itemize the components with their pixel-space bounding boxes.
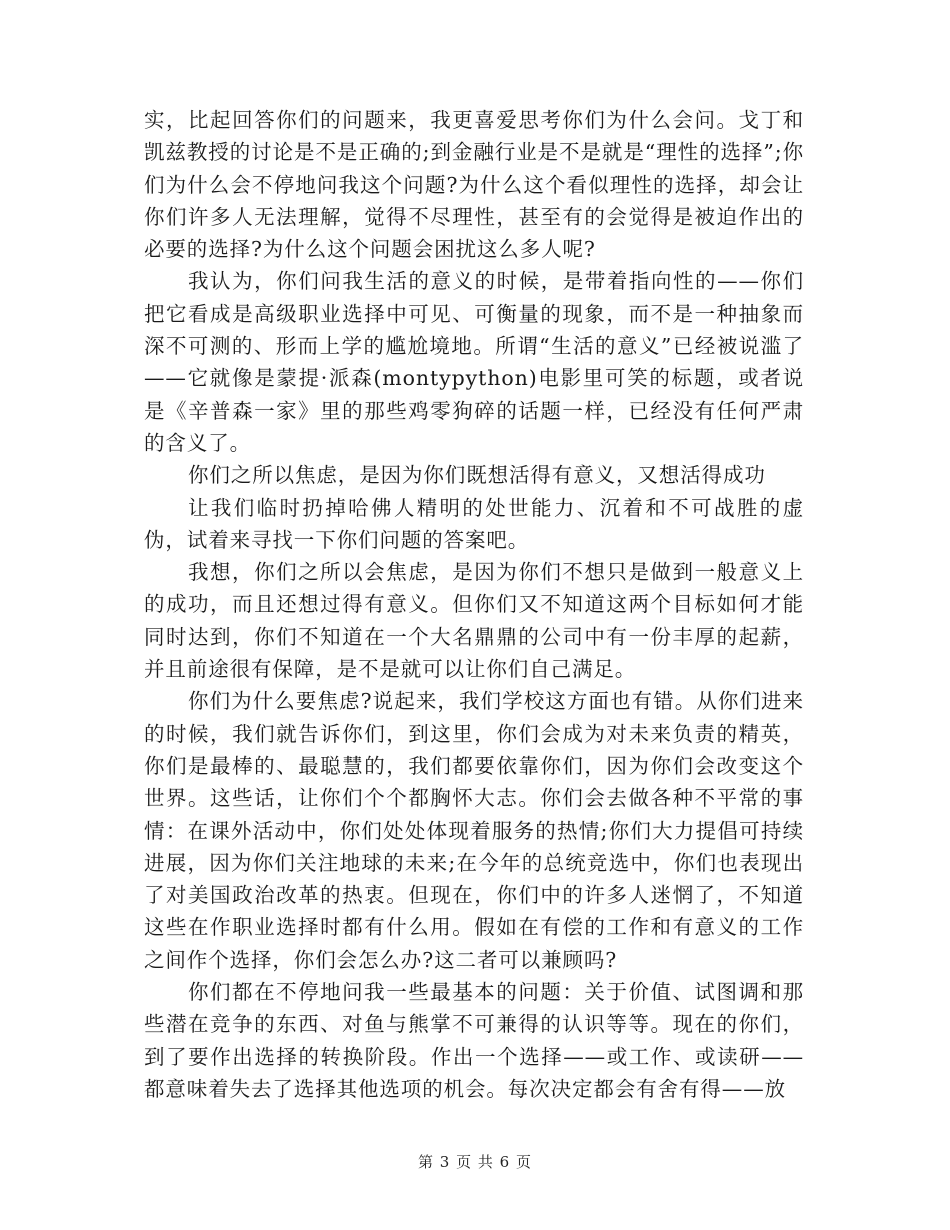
paragraph: 让我们临时扔掉哈佛人精明的处世能力、沉着和不可战胜的虚伪，试着来寻找一下你们问题的答案吧。 xyxy=(144,495,804,552)
paragraph-continuation: 实，比起回答你们的问题来，我更喜爱思考你们为什么会问。戈丁和凯兹教授的讨论是不是正确的;到金融行业是不是就是“理性的选择”;你们为什么会不停地问我这个问题?为什么这个看似理性的选择，却会让你们许多人无法理解，觉得不尽理性，甚至有的会觉得是被迫作出的必要的选择?为什么这个问题会困扰这么多人呢? xyxy=(144,108,804,262)
paragraph: 你们为什么要焦虑?说起来，我们学校这方面也有错。从你们进来的时候，我们就告诉你们，到这里，你们会成为对未来负责的精英，你们是最棒的、最聪慧的，我们都要依靠你们，因为你们会改变这个世界。这些话，让你们个个都胸怀大志。你们会去做各种不平常的事情：在课外活动中，你们处处体现着服务的热情;你们大力提倡可持续进展，因为你们关注地球的未来;在今年的总统竞选中，你们也表现出了对美国政治改革的热衷。但现在，你们中的许多人迷惘了，不知道这些在作职业选择时都有什么用。假如在有偿的工作和有意义的工作之间作个选择，你们会怎么办?这二者可以兼顾吗? xyxy=(144,689,804,972)
page-number-footer: 第 3 页 共 6 页 xyxy=(418,1153,532,1171)
paragraph: 我想，你们之所以会焦虑，是因为你们不想只是做到一般意义上的成功，而且还想过得有意义。但你们又不知道这两个目标如何才能同时达到，你们不知道在一个大名鼎鼎的公司中有一份丰厚的起薪，并且前途很有保障，是不是就可以让你们自己满足。 xyxy=(144,560,804,682)
paragraph: 我认为，你们问我生活的意义的时候，是带着指向性的——你们把它看成是高级职业选择中可见、可衡量的现象，而不是一种抽象而深不可测的、形而上学的尴尬境地。所谓“生活的意义”已经被说滥了——它就像是蒙提·派森(montypython)电影里可笑的标题，或者说是《辛普森一家》里的那些鸡零狗碎的话题一样，已经没有任何严肃的含义了。 xyxy=(144,269,804,455)
paragraph-heading: 你们之所以焦虑，是因为你们既想活得有意义，又想活得成功 xyxy=(188,463,766,488)
document-body xyxy=(144,104,804,1105)
paragraph: 你们都在不停地问我一些最基本的问题：关于价值、试图调和那些潜在竞争的东西、对鱼与熊掌不可兼得的认识等等。现在的你们，到了要作出选择的转换阶段。作出一个选择——或工作、或读研——都意味着失去了选择其他选项的机会。每次决定都会有舍有得——放 xyxy=(144,980,804,1101)
